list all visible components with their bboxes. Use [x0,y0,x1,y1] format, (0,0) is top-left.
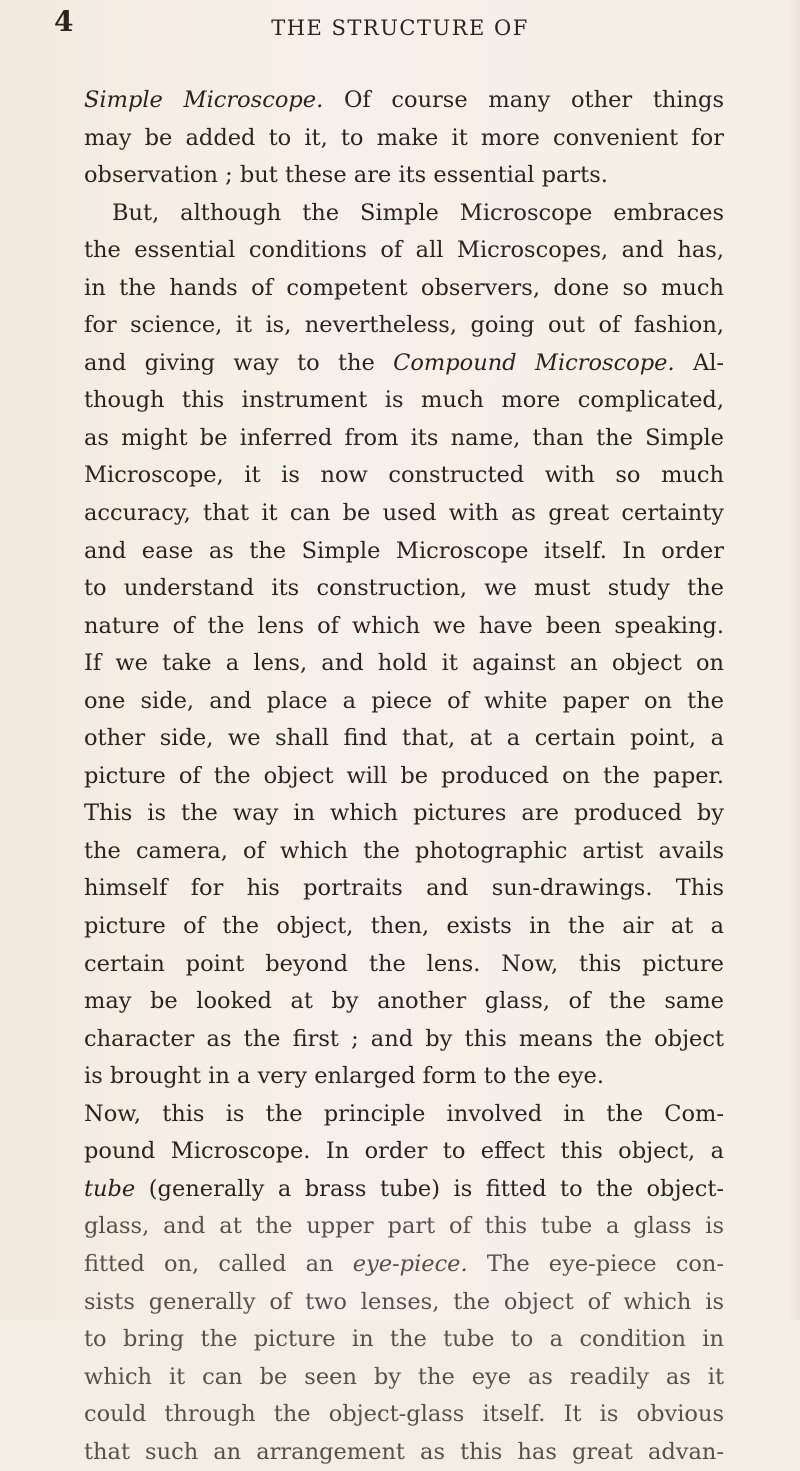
text-span: fitted on, called an [84,1250,353,1277]
text-line: may be added to it, to make it more convenient for [84,124,724,151]
italic-phrase: tube [84,1175,136,1202]
text-line: to understand its construction, we must study the [84,575,724,602]
text-line: in the hands of competent observers, done so much [84,274,724,301]
text-line: that such an arrangement as this has great advan- [84,1438,724,1465]
text-line: could through the object-glass itself. It is obvious [84,1401,724,1428]
text-line: observation ; but these are its essential parts. [84,162,608,189]
text-line: certain point beyond the lens. Now, this picture [84,950,724,977]
text-line: may be looked at by another glass, of the same [84,988,724,1015]
text-line: picture of the object will be produced on the paper. [84,762,724,789]
text-line [84,1171,724,1209]
italic-phrase: eye-piece. [352,1250,468,1277]
text-line: himself for his portraits and sun-drawings. This [84,875,724,902]
text-line [84,345,724,383]
text-span: (generally a brass tube) is fitted to the object- [135,1175,724,1202]
text-line: picture of the object, then, exists in the air at a [84,913,724,940]
text-span: Al- [674,349,724,376]
text-line: glass, and at the upper part of this tube a glass is [84,1213,724,1240]
text-line: sists generally of two lenses, the object of which is [84,1288,724,1315]
running-head: THE STRUCTURE OF [271,16,529,40]
text-line: which it can be seen by the eye as readily as it [84,1363,724,1390]
text-span: Of course many other things [323,87,725,113]
page-edge-shadow [788,0,800,1320]
text-line: for science, it is, nevertheless, going out of fashion, [84,312,724,339]
text-line: nature of the lens of which we have been speaking. [84,612,724,639]
text-line: If we take a lens, and hold it against an object on [84,650,724,677]
text-line: though this instrument is much more complicated, [84,387,724,414]
text-line [84,82,724,120]
text-line: other side, we shall find that, at a certain point, a [84,725,724,752]
text-line: This is the way in which pictures are produced by [84,800,724,827]
text-line: and ease as the Simple Microscope itself. In order [84,537,724,564]
text-line: as might be inferred from its name, than the Simple [84,424,724,451]
text-line: But, although the Simple Microscope embraces [112,199,724,226]
body-text [84,82,724,1471]
italic-phrase: Simple Microscope. [84,87,324,113]
text-line: is brought in a very enlarged form to the eye. [84,1063,605,1090]
text-line: the essential conditions of all Microscopes, and has, [84,237,724,264]
text-line: the camera, of which the photographic artist avails [84,837,724,864]
text-line: one side, and place a piece of white paper on the [84,687,724,714]
italic-phrase: Compound Microscope. [393,349,675,376]
text-line [84,1246,724,1284]
text-line: to bring the picture in the tube to a condition in [84,1326,724,1353]
page-number: 4 [54,5,74,38]
text-span: and giving way to the [84,349,394,376]
text-line: pound Microscope. In order to effect this object, a [84,1138,724,1165]
text-span: The eye-piece con- [467,1250,724,1277]
text-line: Now, this is the principle involved in the Com- [84,1100,724,1127]
text-line: accuracy, that it can be used with as great certainty [84,500,724,527]
text-line: character as the first ; and by this means the object [84,1025,724,1052]
text-line: Microscope, it is now constructed with so much [84,462,724,489]
